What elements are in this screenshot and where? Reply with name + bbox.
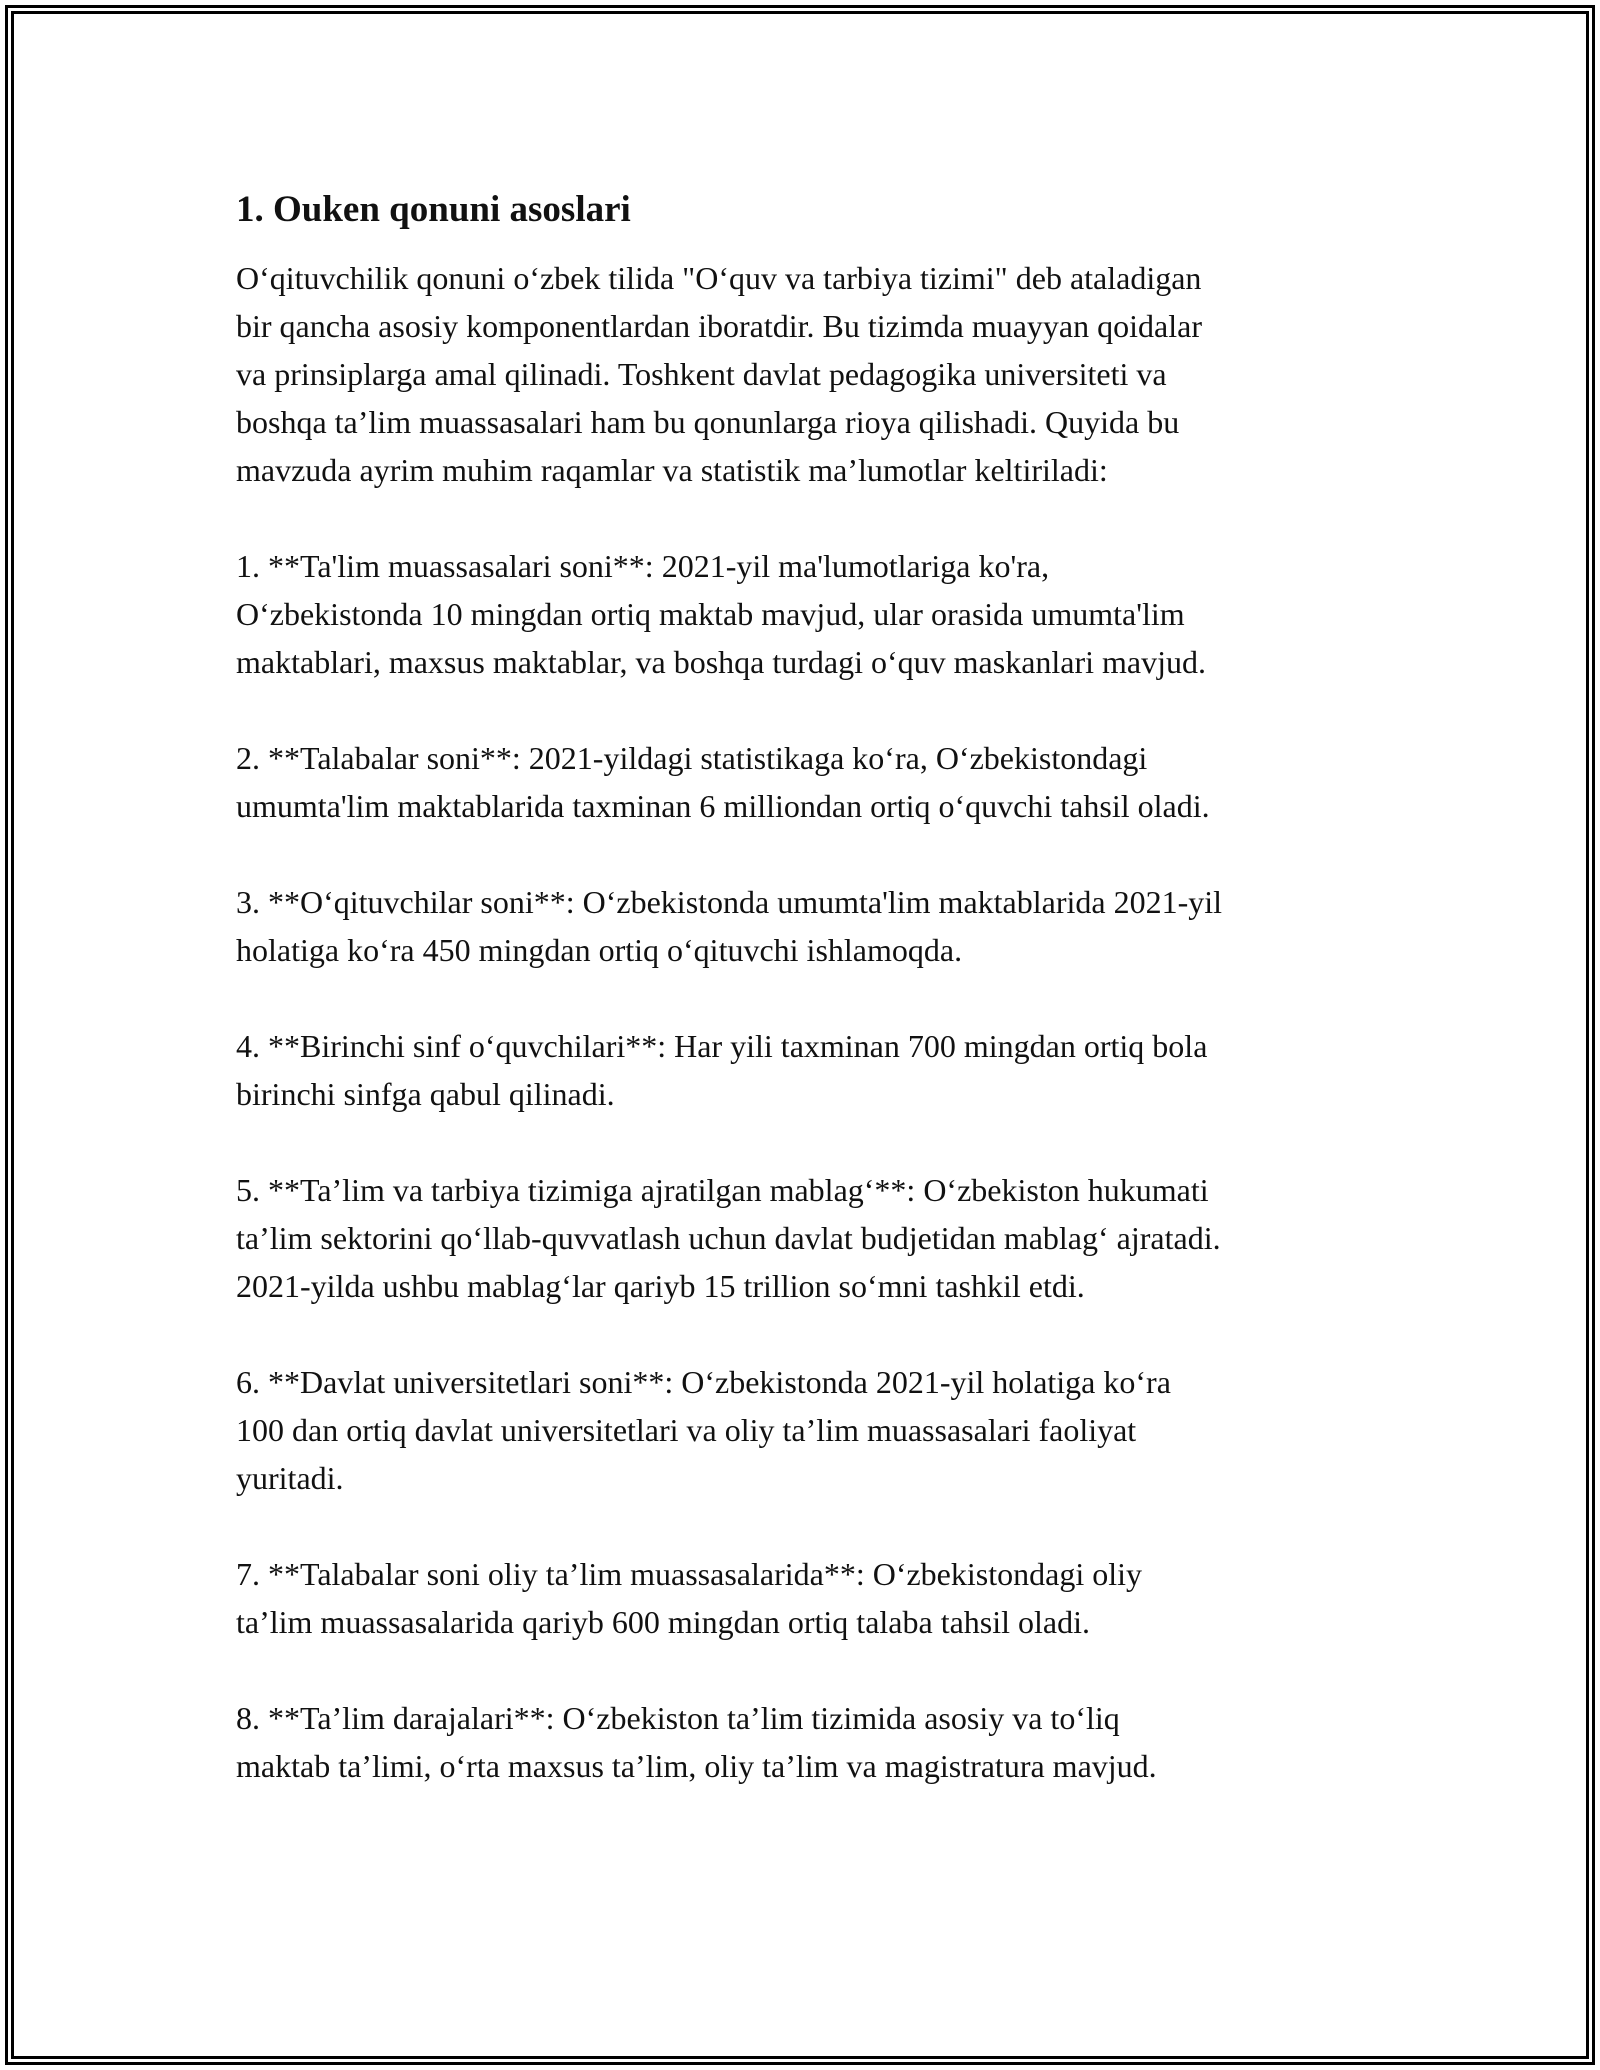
list-item: 1. **Ta'lim muassasalari soni**: 2021-yil ma'lumotlariga ko'ra, O‘zbekistonda 10 mingdan ortiq maktab mavjud, ular orasida umumta'lim maktablari, maxsus maktablar, va boshqa turdagi o‘quv maskanlari mavjud.	[236, 548, 1207, 680]
list-item: 7. **Talabalar soni oliy ta’lim muassasalarida**: O‘zbekistondagi oliy ta’lim muassasalarida qariyb 600 mingdan ortiq talaba tahsil oladi.	[236, 1556, 1142, 1640]
list-item: 4. **Birinchi sinf o‘quvchilari**: Har yili taxminan 700 mingdan ortiq bola birinchi sinfga qabul qilinadi.	[236, 1028, 1208, 1112]
list-item: 2. **Talabalar soni**: 2021-yildagi statistikaga ko‘ra, O‘zbekistondagi umumta'lim maktablarida taxminan 6 milliondan ortiq o‘quvchi tahsil oladi.	[236, 740, 1210, 824]
section-heading: 1. Ouken qonuni asoslari	[236, 189, 631, 230]
intro-paragraph: O‘qituvchilik qonuni o‘zbek tilida "O‘quv va tarbiya tizimi" deb ataladigan bir qancha asosiy komponentlardan iboratdir. Bu tizimda muayyan qoidalar va prinsiplarga amal qilinadi. Toshkent davlat pedagogika universiteti va boshqa ta’lim muassasalari ham bu qonunlarga rioya qilishadi. Quyida bu mavzuda ayrim muhim raqamlar va statistik ma’lumotlar keltiriladi:	[236, 260, 1202, 488]
document-body	[236, 186, 1386, 1790]
list-item: 6. **Davlat universitetlari soni**: O‘zbekistonda 2021-yil holatiga ko‘ra 100 dan ortiq davlat universitetlari va oliy ta’lim muassasalari faoliyat yuritadi.	[236, 1364, 1171, 1496]
list-item: 3. **O‘qituvchilar soni**: O‘zbekistonda umumta'lim maktablarida 2021-yil holatiga ko‘ra 450 mingdan ortiq o‘qituvchi ishlamoqda.	[236, 884, 1223, 968]
list-item: 8. **Ta’lim darajalari**: O‘zbekiston ta’lim tizimida asosiy va to‘liq maktab ta’limi, o‘rta maxsus ta’lim, oliy ta’lim va magistratura mavjud.	[236, 1700, 1157, 1784]
list-item: 5. **Ta’lim va tarbiya tizimiga ajratilgan mablag‘**: O‘zbekiston hukumati ta’lim sektorini qo‘llab-quvvatlash uchun davlat budjetidan mablag‘ ajratadi. 2021-yilda ushbu mablag‘lar qariyb 15 trillion so‘mni tashkil etdi.	[236, 1172, 1221, 1304]
